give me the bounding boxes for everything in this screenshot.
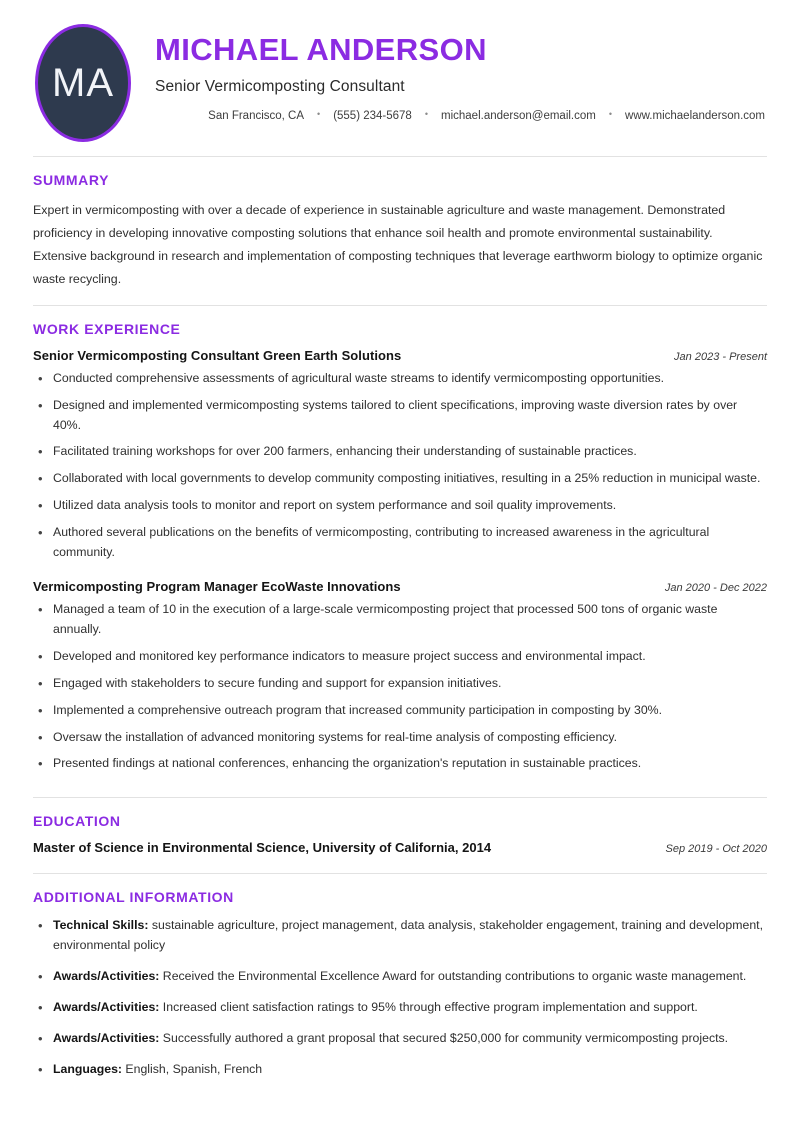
section-title-work-experience: WORK EXPERIENCE	[33, 320, 181, 337]
job-dates: Jan 2020 - Dec 2022	[664, 582, 767, 594]
section-additional-information	[33, 874, 767, 1079]
additional-info-value: Increased client satisfaction ratings to 95% through effective program implementation and support.	[159, 1000, 698, 1015]
section-work-experience	[33, 306, 767, 798]
job-bullet-list	[33, 600, 767, 774]
job-title-company: Senior Vermicomposting Consultant Green Earth Solutions	[33, 347, 402, 363]
job-bullet: • Engaged with stakeholders to secure funding and support for expansion initiatives.	[33, 674, 767, 694]
resume-header	[33, 0, 767, 156]
section-title-additional-information: ADDITIONAL INFORMATION	[33, 889, 234, 906]
additional-info-label: Awards/Activities:	[53, 1000, 160, 1015]
contact-separator: •	[424, 109, 428, 120]
job-bullet-list	[33, 369, 767, 563]
contact-item[interactable]: (555) 234-5678	[333, 109, 412, 122]
additional-info-value: English, Spanish, French	[122, 1061, 263, 1076]
job-bullet: • Collaborated with local governments to develop community composting initiatives, resulting in a 25% reduction in municipal waste.	[33, 469, 767, 489]
job-bullet: • Conducted comprehensive assessments of agricultural waste streams to identify vermicomposting opportunities.	[33, 369, 767, 389]
contact-line	[155, 110, 767, 122]
additional-info-value: Successfully authored a grant proposal that secured $250,000 for community vermicomposting projects.	[159, 1030, 729, 1045]
job-bullet: • Authored several publications on the benefits of vermicomposting, contributing to increased awareness in the agricultural community.	[33, 523, 767, 563]
education-degree: Master of Science in Environmental Science, University of California, 2014	[33, 840, 492, 856]
additional-info-list	[33, 916, 767, 1079]
section-title-education: EDUCATION	[33, 813, 121, 830]
job-entry	[33, 579, 767, 774]
contact-item[interactable]: San Francisco, CA	[208, 109, 305, 122]
additional-info-item	[33, 998, 767, 1018]
job-bullet: • Oversaw the installation of advanced monitoring systems for real-time analysis of composting efficiency.	[33, 728, 767, 748]
avatar-initials: MA	[52, 60, 114, 105]
contact-separator: •	[608, 109, 613, 120]
job-bullet: • Designed and implemented vermicomposting systems tailored to client specifications, improving waste diversion rates by over 40%.	[33, 396, 767, 436]
contact-separator: •	[317, 109, 321, 120]
job-bullet: • Managed a team of 10 in the execution of a large-scale vermicomposting project that processed 500 tons of organic waste annually.	[33, 600, 767, 640]
job-bullet: • Presented findings at national conferences, enhancing the organization's reputation in sustainable practices.	[33, 754, 767, 774]
job-title-company: Vermicomposting Program Manager EcoWaste Innovations	[33, 579, 401, 594]
job-list	[33, 348, 767, 798]
contact-item[interactable]: michael.anderson@email.com	[441, 109, 596, 122]
summary-text: Expert in vermicomposting with over a decade of experience in sustainable agriculture and waste management. Demonstrated proficiency in developing innovative composting solutions that enhance soil health and promote environmental sustainability. Extensive background in research and implementation of composting techniques that leverage earthworm biology to optimize organic waste recycling.	[33, 203, 763, 286]
additional-info-value: Received the Environmental Excellence Award for outstanding contributions to organic waste management.	[159, 969, 747, 984]
education-dates: Sep 2019 - Oct 2020	[665, 843, 767, 856]
section-title-summary: SUMMARY	[33, 172, 110, 188]
additional-info-label: Languages:	[53, 1061, 123, 1076]
header-job-title: Senior Vermicomposting Consultant	[155, 77, 405, 95]
additional-info-value: sustainable agriculture, project management, data analysis, stakeholder engagement, training and development, environmental policy	[53, 918, 763, 953]
job-bullet: • Implemented a comprehensive outreach program that increased community participation in composting by 30%.	[33, 701, 767, 721]
section-education	[33, 798, 767, 873]
job-bullet: • Utilized data analysis tools to monitor and report on system performance and soil quality improvements.	[33, 496, 767, 516]
job-bullet: • Facilitated training workshops for over 200 farmers, enhancing their understanding of sustainable practices.	[33, 442, 767, 462]
contact-item[interactable]: www.michaelanderson.com	[625, 109, 765, 122]
education-list	[33, 840, 767, 873]
additional-info-label: Awards/Activities:	[53, 969, 160, 984]
additional-info-item	[33, 967, 767, 987]
page-title: MICHAEL ANDERSON	[155, 32, 487, 67]
job-header	[33, 348, 767, 363]
additional-info-label: Technical Skills:	[53, 918, 149, 933]
job-entry	[33, 348, 767, 563]
education-entry	[33, 840, 767, 873]
additional-info-label: Awards/Activities:	[53, 1030, 160, 1045]
section-summary	[33, 157, 767, 305]
additional-info-item	[33, 916, 767, 956]
job-bullet: • Developed and monitored key performance indicators to measure project success and environmental impact.	[33, 647, 767, 667]
job-dates: Jan 2023 - Present	[674, 350, 767, 363]
job-header	[33, 579, 767, 594]
additional-info-item	[33, 1060, 767, 1080]
avatar	[35, 24, 131, 142]
additional-info-item	[33, 1029, 767, 1049]
header-text-block	[131, 24, 767, 122]
